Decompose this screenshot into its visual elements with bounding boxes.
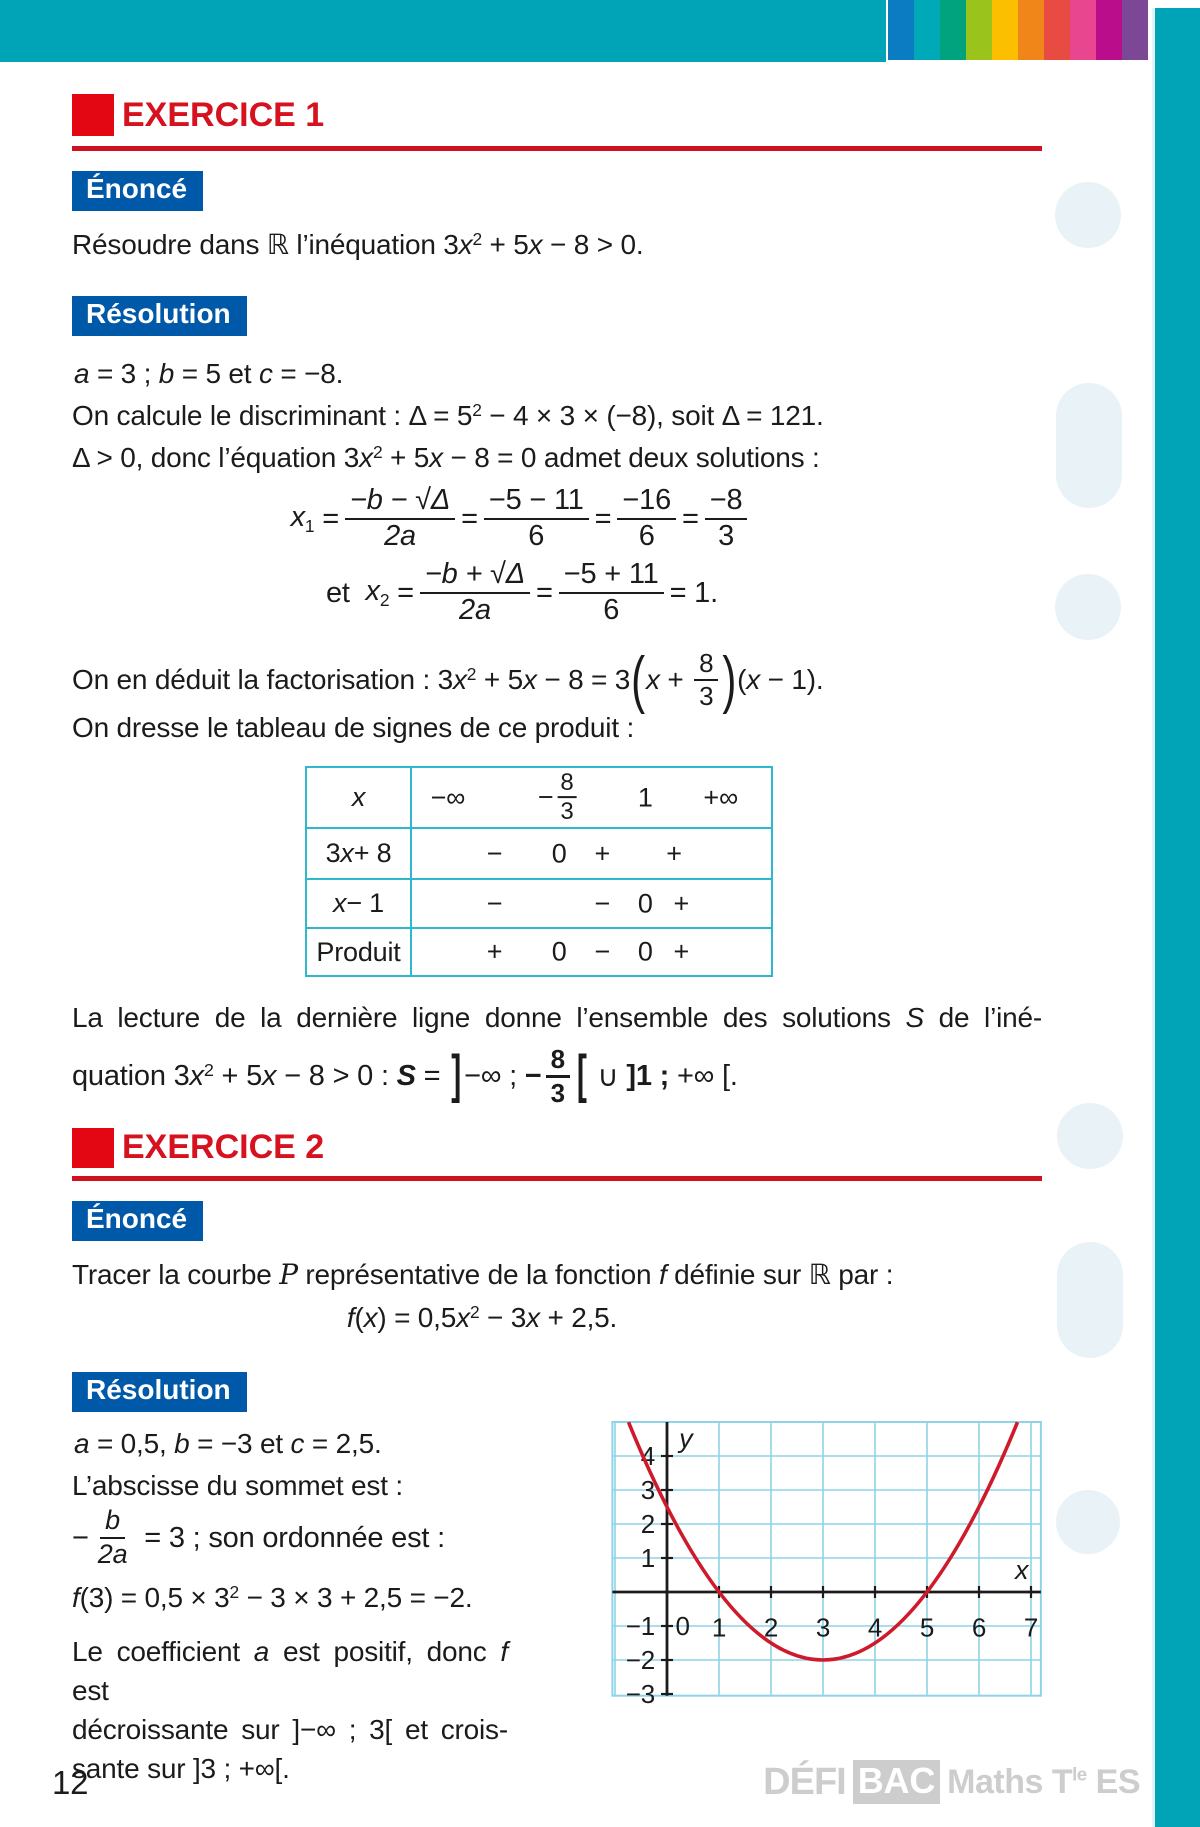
page-number: 12 [52, 1764, 89, 1801]
ex1-discriminant: On calcule le discriminant : $\Delta = 5^2 - 4 \times 3 \times (-8)$, soit Δ = 121. [72, 400, 824, 431]
ex2-coefficients: a = 0,5, b = −3 et c = 2,5. [74, 1428, 382, 1459]
svg-text:−3: −3 [625, 1679, 655, 1708]
fraction: $\frac{-5 - 11}{6}$ [484, 485, 589, 553]
fraction: $\frac{b}{2a}$ [97, 1505, 128, 1569]
right-teal-sidebar [1152, 8, 1200, 1827]
svg-text:4: 4 [867, 1612, 883, 1643]
color-stripe [940, 0, 966, 60]
ex1-table-intro: On dresse le tableau de signes de ce produit : [72, 712, 635, 743]
sign-table-cell: − $\frac{8}{3}$ [538, 770, 581, 826]
color-stripe [1070, 0, 1096, 60]
fraction: $\frac{-5 + 11}{6}$ [559, 559, 664, 627]
svg-text:4: 4 [640, 1441, 655, 1471]
sign-table-row [307, 827, 771, 878]
color-stripe [992, 0, 1018, 60]
sign-table [305, 766, 773, 977]
sign-table-cell: + [673, 936, 690, 967]
x2-lhs: $x_2$ [365, 574, 390, 611]
grid-border [612, 1422, 1040, 1696]
fraction: $\frac{-8}{3}$ [705, 485, 748, 553]
svg-text:3: 3 [815, 1612, 831, 1643]
ex1-solution-line2: quation $3x^2 + 5x - 8 > 0$ : S = ] −∞ ; − $\frac{8}{3}$ [ ∪ ]1 ; +∞ [. [72, 1043, 738, 1108]
exercise1-title: EXERCICE 1 [122, 96, 325, 134]
enonce-badge-1: Énoncé [72, 171, 203, 211]
svg-text:−2: −2 [625, 1645, 655, 1675]
x1-lhs: $x_1$ [290, 500, 315, 537]
ex1-delta-positive: Δ > 0, donc l’équation $3x^2 + 5x - 8 = 0$ admet deux solutions : [72, 442, 820, 473]
sign-table-cell: + [673, 888, 690, 918]
logo-maths: Maths $T^{le}$ ES [947, 1762, 1140, 1801]
ex2-abscisse: L’abscisse du sommet est : [72, 1470, 403, 1501]
sign-table-cell: 0 [551, 936, 567, 967]
variation-line: décroissante sur ]−∞ ; 3[ et crois- [72, 1714, 508, 1745]
sign-table-cell: 0 [637, 936, 653, 967]
exercise2-rule [72, 1176, 1042, 1181]
sign-table-label: Produit [307, 929, 412, 975]
ex1-equation-x2: et $x_2$ = $\frac{-b + √\Delta}{2a}$ = $\frac{-5 + 11}{6}$ = 1. [326, 558, 718, 626]
fraction: $\frac{8}{3}$ [694, 649, 718, 710]
variation-line: sante sur ]3 ; +∞[. [72, 1753, 290, 1784]
sign-table-cell: − [594, 936, 611, 967]
ex1-solution-line1: La lecture de la dernière ligne donne l’ensemble des solutions S de l’iné- [72, 1002, 1042, 1033]
fraction: $\frac{-16}{6}$ [617, 485, 676, 553]
svg-text:y: y [679, 1423, 693, 1454]
sign-table-cell: 1 [637, 782, 653, 812]
ex1-equation-x1: $x_1$ = $\frac{-b - √\Delta}{2a}$ = $\frac{-5 - 11}{6}$ = $\frac{-16}{6}$ = $\frac{-8}{3}$ [72, 482, 972, 556]
top-teal-bar [0, 0, 886, 62]
ex2-statement: Tracer la courbe P représentative de la fonction f définie sur ℝ par : [72, 1258, 894, 1291]
sign-table-cell: − [486, 888, 503, 918]
exercise1-rule [72, 146, 1042, 151]
function-graph [605, 1408, 1055, 1708]
ex2-sommet: − $\frac{b}{2a}$ = 3 ; son ordonnée est : [72, 1505, 445, 1569]
fraction: $\frac{8}{3}$ [546, 1045, 570, 1107]
enonce-badge-2: Énoncé [72, 1201, 203, 1241]
sign-table-cell: + [486, 936, 503, 967]
deco-circle [1056, 1490, 1120, 1554]
color-stripe [1018, 0, 1044, 60]
deco-circle [1057, 1103, 1123, 1169]
exercise1-red-square [72, 94, 114, 136]
fraction: $\frac{-b + √\Delta}{2a}$ [420, 559, 530, 627]
deco-pill [1057, 1242, 1123, 1358]
deco-circle [1055, 574, 1121, 640]
svg-text:2: 2 [640, 1509, 655, 1539]
color-stripe [1122, 0, 1148, 60]
sign-table-cell: 0 [637, 888, 653, 918]
color-stripe [888, 0, 914, 60]
svg-text:2: 2 [763, 1612, 779, 1643]
svg-text:0: 0 [675, 1611, 690, 1641]
sign-table-row [307, 927, 771, 975]
deco-circle [1055, 182, 1121, 248]
sign-table-cell: − [594, 888, 611, 918]
ex2-variation-paragraph [72, 1632, 508, 1788]
sign-table-row [307, 878, 771, 927]
svg-text:6: 6 [971, 1612, 987, 1643]
variation-line: Le coefficient a est positif, donc f est [72, 1636, 508, 1706]
svg-text:1: 1 [640, 1543, 655, 1573]
logo-bac: BAC [853, 1760, 940, 1804]
sign-table-cell: + [594, 838, 611, 868]
sign-table-row [307, 768, 771, 827]
sign-table-label: 3 x + 8 [307, 829, 412, 878]
svg-text:1: 1 [711, 1612, 727, 1643]
sign-table-cell: 0 [551, 838, 567, 868]
deco-pill [1056, 383, 1122, 508]
fraction: $\frac{-b - √\Delta}{2a}$ [345, 485, 455, 553]
sign-table-label: x [307, 768, 412, 827]
resolution-badge-2: Résolution [72, 1372, 247, 1412]
resolution-badge-1: Résolution [72, 296, 247, 336]
ex1-factorisation: On en déduit la factorisation : $3x^2 + 5x - 8 = 3$ ( x + $\frac{8}{3}$ ) (x − 1). [72, 644, 824, 715]
svg-text:7: 7 [1023, 1612, 1039, 1643]
ex2-ordonnee: $f(3) = 0,5 \times 3^2 - 3 \times 3 + 2,5 = -2$. [72, 1582, 473, 1613]
color-stripe [1096, 0, 1122, 60]
color-stripe [1044, 0, 1070, 60]
ex2-function-equation: $f(x) = 0,5x^2 - 3x + 2,5$. [346, 1302, 618, 1333]
exercise2-title: EXERCICE 2 [122, 1128, 325, 1166]
color-stripes [888, 0, 1148, 60]
svg-text:−1: −1 [625, 1611, 655, 1641]
ex1-statement: Résoudre dans ℝ l’inéquation $3x^2 + 5x - 8 > 0$. [72, 229, 644, 260]
ex1-coefficients: a = 3 ; b = 5 et c = −8. [74, 358, 344, 389]
color-stripe [966, 0, 992, 60]
svg-text:5: 5 [919, 1612, 935, 1643]
sign-table-cell: + [666, 838, 682, 868]
sign-table-cell: +∞ [703, 782, 739, 812]
svg-text:x: x [1014, 1554, 1029, 1585]
svg-text:3: 3 [640, 1475, 655, 1505]
exercise2-red-square [72, 1128, 114, 1168]
sign-table-cell: − [486, 838, 503, 868]
sign-table-label: x − 1 [307, 880, 412, 927]
color-stripe [914, 0, 940, 60]
logo-defi: DÉFI [763, 1760, 846, 1803]
defibac-logo [763, 1760, 1140, 1804]
sign-table-cell: −∞ [430, 782, 466, 812]
